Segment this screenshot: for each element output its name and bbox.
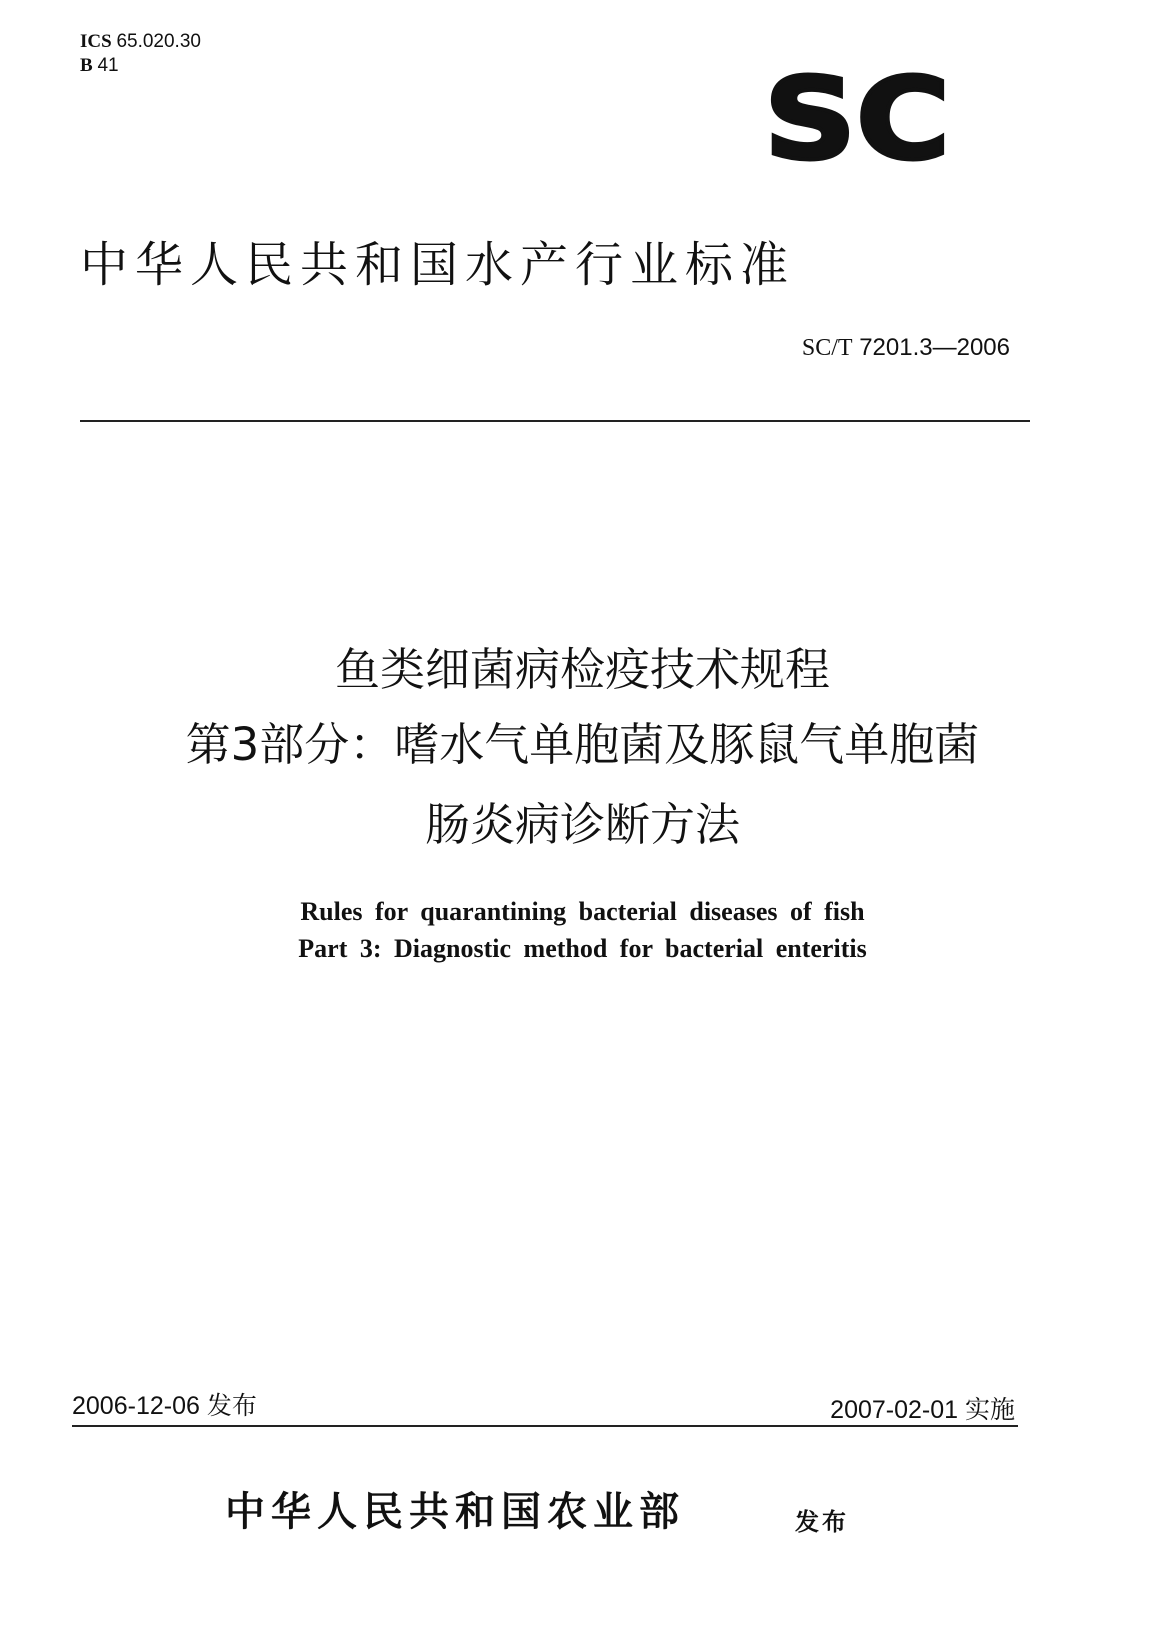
publish-word: 发布: [795, 1507, 849, 1536]
classification-code: 41: [97, 55, 119, 76]
cn-title-line-1: 鱼类细菌病检疫技术规程: [334, 643, 830, 696]
ics-label: ICS: [80, 31, 112, 52]
standard-code-prefix: SC/T: [801, 335, 853, 361]
footer-divider: [72, 1425, 1018, 1427]
sc-logo-text: SC: [764, 70, 950, 166]
standard-code: 7201.3—2006: [859, 334, 1010, 361]
publisher-name: 中华人民共和国农业部: [225, 1488, 685, 1535]
en-title-line-1: Rules for quarantining bacterial diseases of fish: [300, 897, 865, 926]
header-divider: [80, 420, 1030, 422]
standard-code-line: [700, 334, 1010, 362]
cn-title-line-2: 第3部分：嗜水气单胞菌及豚鼠气单胞菌: [185, 718, 980, 771]
sc-logo: [762, 70, 952, 166]
ics-classification-block: [80, 30, 201, 78]
ics-code: 65.020.30: [116, 31, 201, 52]
classification-line: [80, 54, 201, 78]
issue-date: 2006-12-06 发布: [72, 1392, 257, 1420]
cn-title-line-3: 肠炎病诊断方法: [424, 798, 740, 851]
implementation-date: 2007-02-01 实施: [830, 1396, 1015, 1424]
standard-category-title: 中华人民共和国水产行业标准: [80, 237, 796, 293]
en-title-line-2: Part 3: Diagnostic method for bacterial enteritis: [298, 934, 867, 963]
ics-line: [80, 30, 201, 54]
classification-label: B: [80, 55, 93, 76]
